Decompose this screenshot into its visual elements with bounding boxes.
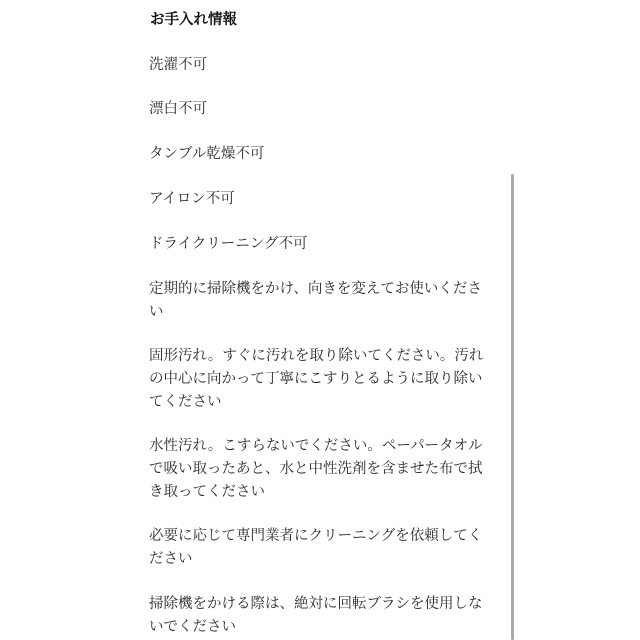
- care-item-professional-cleaning: [149, 525, 489, 571]
- care-item-no-tumble-dry: [149, 143, 489, 166]
- care-item-line: 漂白不可: [149, 101, 207, 117]
- care-item-no-wash: [149, 54, 489, 77]
- care-item-line: 必要に応じて専門業者にクリーニングを依頼してく: [149, 528, 483, 544]
- care-item-line: タンブル乾燥不可: [149, 146, 265, 162]
- care-item-line: ださい: [149, 551, 193, 567]
- care-item-line: ドライクリーニング不可: [149, 236, 308, 252]
- care-item-solid-stains: [149, 345, 489, 414]
- care-item-line: 洗濯不可: [149, 57, 207, 73]
- care-item-line: の中心に向かって丁寧にこすりとるように取り除い: [149, 371, 483, 387]
- care-item-line: いでください: [149, 619, 236, 635]
- care-item-line: 固形汚れ。すぐに汚れを取り除いてください。汚れ: [149, 348, 484, 364]
- vertical-scrollbar[interactable]: [511, 174, 514, 640]
- care-item-line: き取ってください: [149, 484, 265, 500]
- care-item-line: てください: [149, 394, 222, 410]
- care-item-no-rotating-brush: [149, 593, 489, 639]
- care-item-line: 定期的に掃除機をかけ、向きを変えてお使いくださ: [149, 281, 482, 297]
- care-item-line: い: [149, 304, 164, 320]
- care-item-water-stains: [149, 435, 489, 504]
- care-item-no-iron: [149, 188, 489, 211]
- care-item-line: 水性汚れ。こすらないでください。ペーパータオル: [149, 438, 483, 454]
- care-item-line: アイロン不可: [149, 191, 235, 207]
- care-item-no-dry-clean: [149, 233, 489, 256]
- care-item-vacuum-rotate: [149, 278, 489, 324]
- care-item-line: で吸い取ったあと、水と中性洗剤を含ませた布で拭: [149, 461, 483, 477]
- care-item-line: 掃除機をかける際は、絶対に回転ブラシを使用しな: [149, 596, 483, 612]
- care-item-no-bleach: [149, 98, 489, 121]
- care-info-heading: お手入れ情報: [150, 12, 237, 28]
